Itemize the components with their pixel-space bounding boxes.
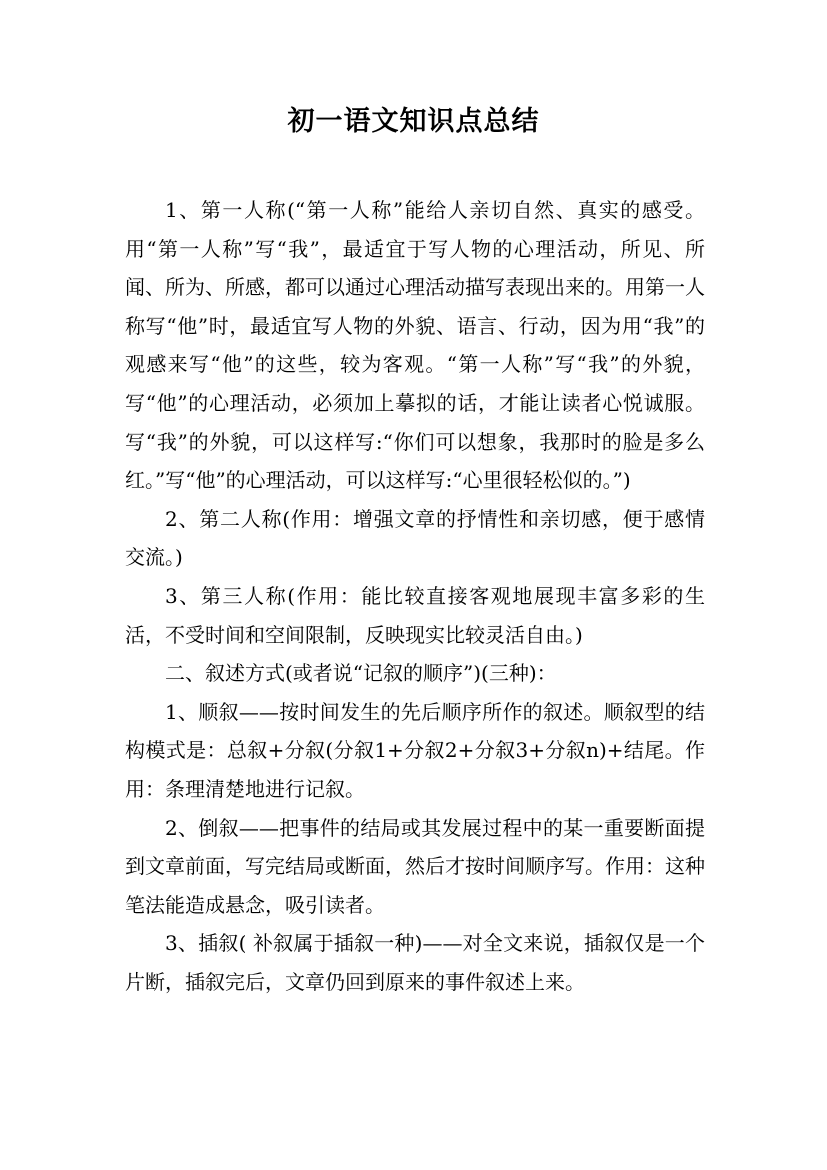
paragraph-first-person: 1、第一人称(“第一人称”能给人亲切自然、真实的感受。用“第一人称”写“我”，最适宜于写人物的心理活动，所见、所闻、所为、所感，都可以通过心理活动描写表现出来的。用第一人称写“他”时，最适宜写人物的外貌、语言、行动，因为用“我”的观感来写“他”的这些，较为客观。“第一人称”写“我”的外貌，写“他”的心理活动，必须加上摹拟的话，才能让读者心悦诚服。写“我”的外貌，可以这样写:“你们可以想象，我那时的脸是多么红。”写“他”的心理活动，可以这样写:“心里很轻松似的。”) xyxy=(125,198,705,493)
paragraph-interposed-narration: 3、插叙( 补叙属于插叙一种)——对全文来说，插叙仅是一个片断，插叙完后，文章仍回到原来的事件叙述上来。 xyxy=(125,931,705,994)
paragraph-flashback-narration: 2、倒叙——把事件的结局或其发展过程中的某一重要断面提到文章前面，写完结局或断面，然后才按时间顺序写。作用：这种笔法能造成悬念，吸引读者。 xyxy=(125,815,705,917)
paragraph-second-person: 2、第二人称(作用：增强文章的抒情性和亲切感，便于感情交流。) xyxy=(125,506,705,570)
section-heading-narration-methods: 二、叙述方式(或者说“记叙的顺序”)(三种)： xyxy=(165,661,557,686)
document-title: 初一语文知识点总结 xyxy=(287,106,540,137)
document-body xyxy=(125,191,705,1001)
paragraph-third-person: 3、第三人称(作用：能比较直接客观地展现丰富多彩的生活，不受时间和空间限制，反映现实比较灵活自由。) xyxy=(125,583,705,647)
paragraph-chronological-narration: 1、顺叙——按时间发生的先后顺序所作的叙述。顺叙型的结构模式是：总叙+分叙(分叙1+分叙2+分叙3+分叙n)+结尾。作用：条理清楚地进行记叙。 xyxy=(125,699,705,801)
